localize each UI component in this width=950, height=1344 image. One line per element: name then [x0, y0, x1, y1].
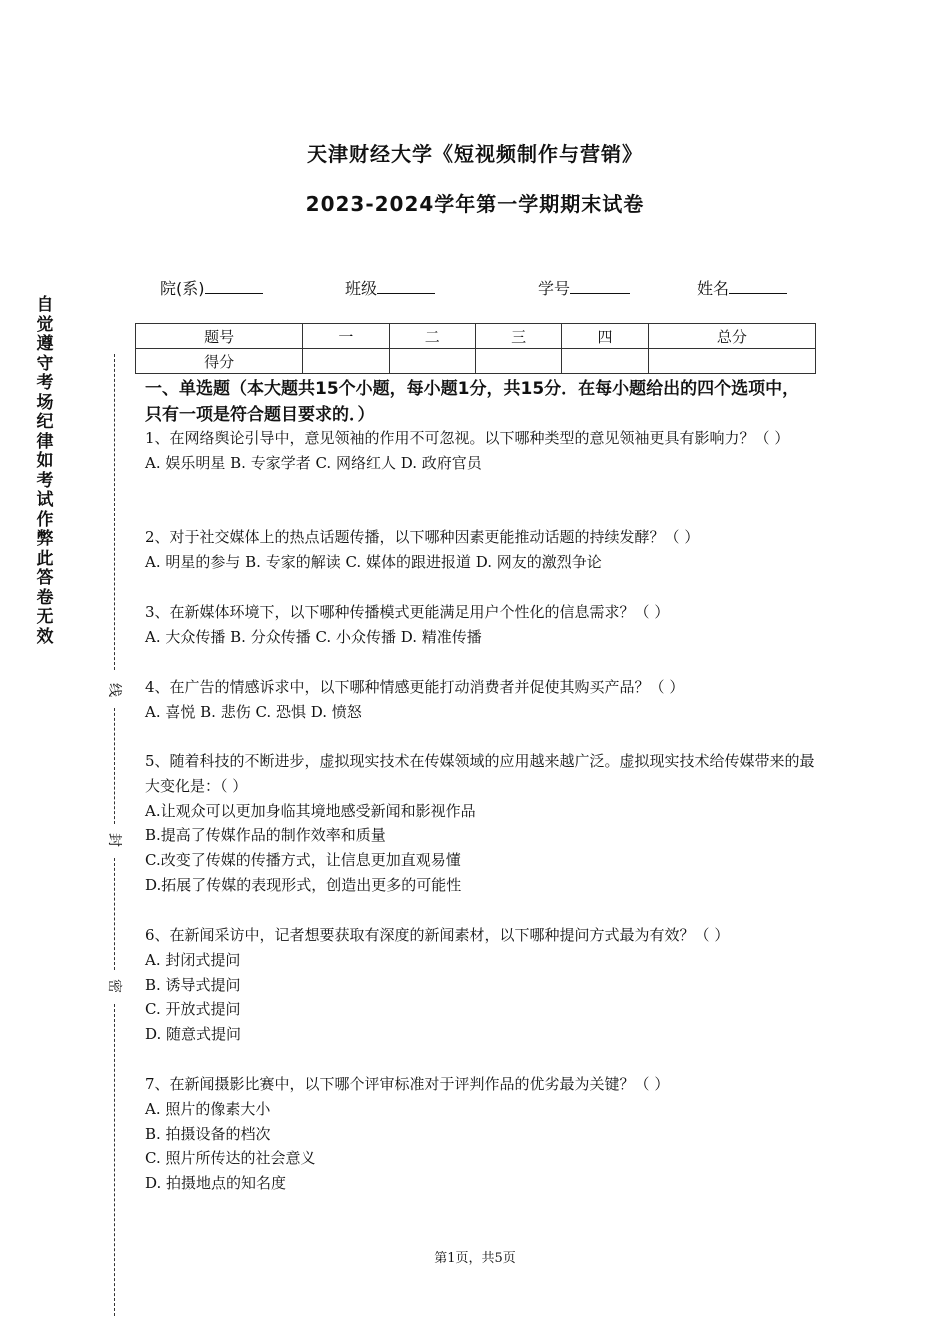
question-option: B. 拍摄设备的档次: [145, 1124, 271, 1143]
question-stem: 3、在新媒体环境下，以下哪种传播模式更能满足用户个性化的信息需求？（ ）: [145, 603, 670, 621]
binding-mark-seal: 封: [106, 833, 122, 847]
question-stem: 1、在网络舆论引导中，意见领袖的作用不可忽视。以下哪种类型的意见领袖更具有影响力？（ ）: [145, 429, 790, 447]
student-id-field: [538, 276, 630, 299]
score-table-header-row: [136, 324, 816, 349]
class-label: 班级: [345, 279, 378, 298]
question-option: C.改变了传媒的传播方式，让信息更加直观易懂: [145, 851, 461, 870]
page-footer: 第1页，共5页: [434, 1251, 516, 1266]
section-heading: 一、单选题（本大题共15个小题，每小题1分，共15分．在每小题给出的四个选项中，只有一项是符合题目要求的．）: [145, 379, 800, 425]
question-option: A. 娱乐明星 B. 专家学者 C. 网络红人 D. 政府官员: [145, 453, 482, 472]
question-stem: 7、在新闻摄影比赛中，以下哪个评审标准对于评判作品的优劣最为关键？（ ）: [145, 1075, 670, 1093]
binding-dashed-line: [114, 708, 115, 824]
question-5: [145, 749, 815, 898]
score-row-label: 得分: [136, 349, 303, 374]
name-field: [697, 276, 787, 299]
question-stem: 2、对于社交媒体上的热点话题传播，以下哪种因素更能推动话题的持续发酵？（ ）: [145, 528, 700, 546]
exam-subtitle: 2023-2024学年第一学期期末试卷: [305, 192, 645, 216]
question-option: A. 照片的像素大小: [145, 1099, 271, 1118]
department-field: [160, 276, 263, 299]
question-3: [145, 600, 815, 650]
question-option: D.拓展了传媒的表现形式，创造出更多的可能性: [145, 875, 462, 894]
class-field: [345, 276, 435, 299]
question-option: A. 喜悦 B. 悲伤 C. 恐惧 D. 愤怒: [145, 702, 362, 721]
binding-mark-secret: 密: [106, 979, 122, 993]
question-stem: 5、随着科技的不断进步，虚拟现实技术在传媒领域的应用越来越广泛。虚拟现实技术给传媒带来的最大变化是：（ ）: [145, 752, 815, 795]
binding-dashed-line: [114, 354, 115, 670]
score-header-cell: 总分: [648, 324, 815, 349]
score-header-cell: 三: [475, 324, 561, 349]
score-cell[interactable]: [303, 349, 389, 374]
question-option: B.提高了传媒作品的制作效率和质量: [145, 826, 386, 845]
score-table: [135, 323, 816, 374]
name-label: 姓名: [697, 279, 730, 298]
name-blank[interactable]: [729, 277, 787, 294]
class-blank[interactable]: [377, 277, 435, 294]
question-1: [145, 426, 815, 476]
score-cell[interactable]: [389, 349, 475, 374]
exam-title: 天津财经大学《短视频制作与营销》: [307, 142, 643, 166]
score-cell[interactable]: [648, 349, 815, 374]
question-option: B. 诱导式提问: [145, 975, 241, 994]
question-stem: 6、在新闻采访中，记者想要获取有深度的新闻素材，以下哪种提问方式最为有效？（ ）: [145, 926, 730, 944]
student-id-label: 学号: [538, 279, 571, 298]
score-table-score-row: [136, 349, 816, 374]
exam-discipline-notice: 自觉遵守考场纪律如考试作弊此答卷无效: [36, 295, 54, 647]
score-header-cell: 一: [303, 324, 389, 349]
department-blank[interactable]: [205, 277, 263, 294]
question-option: D. 随意式提问: [145, 1025, 242, 1044]
score-cell[interactable]: [562, 349, 648, 374]
score-header-cell: 二: [389, 324, 475, 349]
department-label: 院(系): [160, 279, 205, 298]
binding-mark-line: 线: [106, 683, 122, 697]
question-option: A. 明星的参与 B. 专家的解读 C. 媒体的跟进报道 D. 网友的激烈争论: [145, 552, 602, 571]
question-2: [145, 525, 815, 575]
binding-dashed-line: [114, 1004, 115, 1316]
student-id-blank[interactable]: [570, 277, 630, 294]
score-cell[interactable]: [475, 349, 561, 374]
question-option: A.让观众可以更加身临其境地感受新闻和影视作品: [145, 801, 476, 820]
question-option: A. 封闭式提问: [145, 950, 241, 969]
question-7: [145, 1072, 815, 1196]
question-option: A. 大众传播 B. 分众传播 C. 小众传播 D. 精准传播: [145, 627, 482, 646]
binding-dashed-line: [114, 858, 115, 970]
question-option: C. 照片所传达的社会意义: [145, 1149, 316, 1168]
question-option: D. 拍摄地点的知名度: [145, 1174, 287, 1193]
score-header-cell: 题号: [136, 324, 303, 349]
score-header-cell: 四: [562, 324, 648, 349]
question-4: [145, 675, 815, 725]
question-option: C. 开放式提问: [145, 1000, 241, 1019]
question-stem: 4、在广告的情感诉求中，以下哪种情感更能打动消费者并促使其购买产品？（ ）: [145, 678, 685, 696]
question-6: [145, 923, 815, 1047]
